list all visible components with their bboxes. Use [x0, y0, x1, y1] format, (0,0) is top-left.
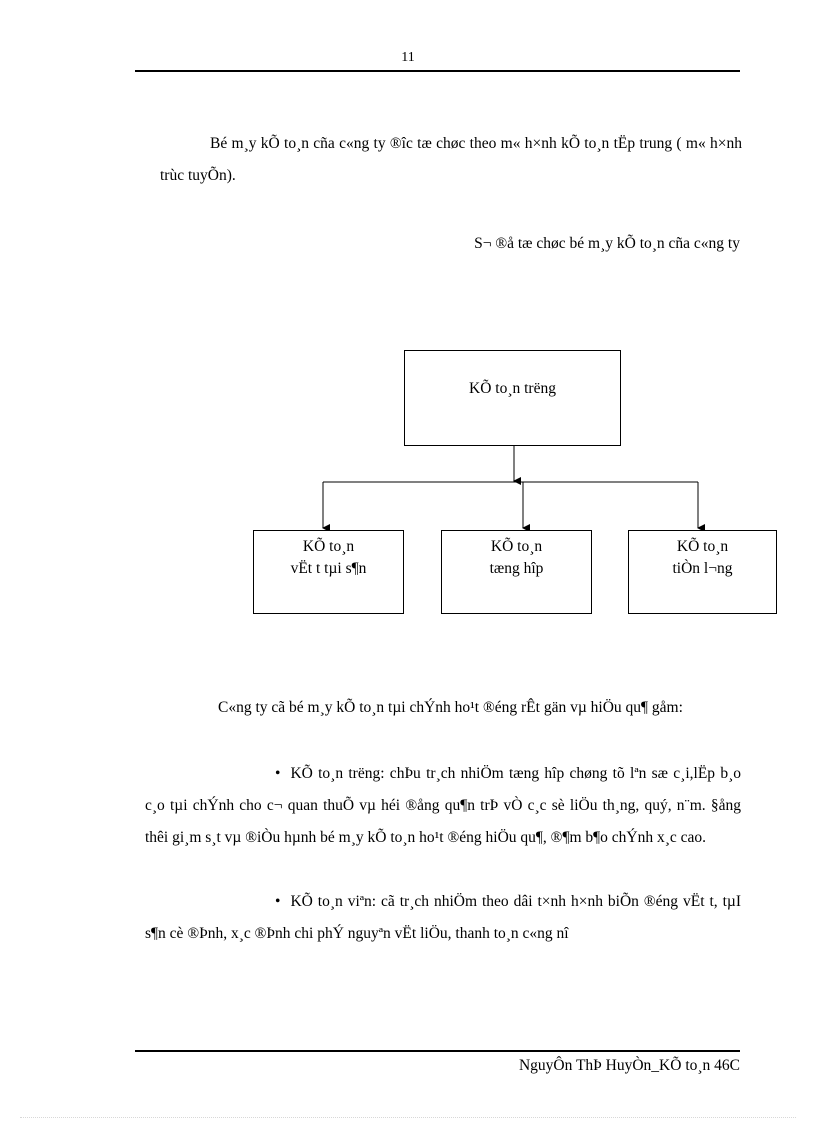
org-box-materials-assets: [253, 530, 404, 614]
bullet-icon: •: [275, 765, 281, 782]
org-box-payroll: [628, 530, 777, 614]
bullet-item: [145, 886, 741, 950]
bullet-icon: •: [275, 893, 281, 910]
page-number: 11: [401, 50, 415, 65]
body-paragraph: C«ng ty cã bé m¸y kÕ to¸n tµi chÝnh ho¹t ®éng rÊt gän vµ hiÖu qu¶ gåm:: [218, 699, 683, 716]
bullet-text: KÕ to¸n viªn: cã tr¸ch nhiÖm theo dâi t×nh h×nh biÕn ®éng vËt t, tµI s¶n cè ®Þnh, x¸c ®Þnh chi phÝ nguyªn vËt liÖu, thanh to¸n c«ng nî: [145, 893, 741, 942]
org-box-label-line2: vËt t tµi s¶n: [290, 560, 367, 577]
org-box-label-line1: KÕ to¸n: [490, 538, 543, 555]
diagram-title: S¬ ®å tæ chøc bé m¸y kÕ to¸n cña c«ng ty: [474, 235, 740, 252]
org-box-label-line2: tæng hîp: [489, 560, 544, 577]
org-box-label-line2: tiÒn l¬ng: [672, 560, 733, 577]
org-box-label-line1: KÕ to¸n: [676, 538, 729, 555]
page-edge-dotted-line: [20, 1117, 796, 1118]
org-box-label-line1: KÕ to¸n: [302, 538, 355, 555]
footer-author: NguyÔn ThÞ HuyÒn_KÕ to¸n 46C: [518, 1057, 740, 1074]
org-box-label: KÕ to¸n trëng: [469, 380, 556, 397]
org-box-chief-accountant: [404, 350, 621, 446]
bullet-text: KÕ to¸n trëng: chÞu tr¸ch nhiÖm tæng hîp chøng tõ lªn sæ c¸i,lËp b¸o c¸o tµi chÝnh cho c¬ quan thuÕ vµ héi ®ång qu¶n trÞ vÒ c¸c sè liÖu th¸ng, quý, n¨m. §ång thêi gi¸m s¸t vµ ®iÒu hµnh bé m¸y kÕ to¸n ho¹t ®éng hiÖu qu¶, ®¶m b¶o chÝnh x¸c cao.: [145, 765, 741, 846]
intro-paragraph: Bé m¸y kÕ to¸n cña c«ng ty ®îc tæ chøc theo m« h×nh kÕ to¸n tËp trung ( m« h×nh trùc tuyÕn).: [160, 135, 742, 184]
org-box-general-accounting: [441, 530, 592, 614]
bullet-item: [145, 758, 741, 854]
footer-rule: [135, 1050, 740, 1052]
